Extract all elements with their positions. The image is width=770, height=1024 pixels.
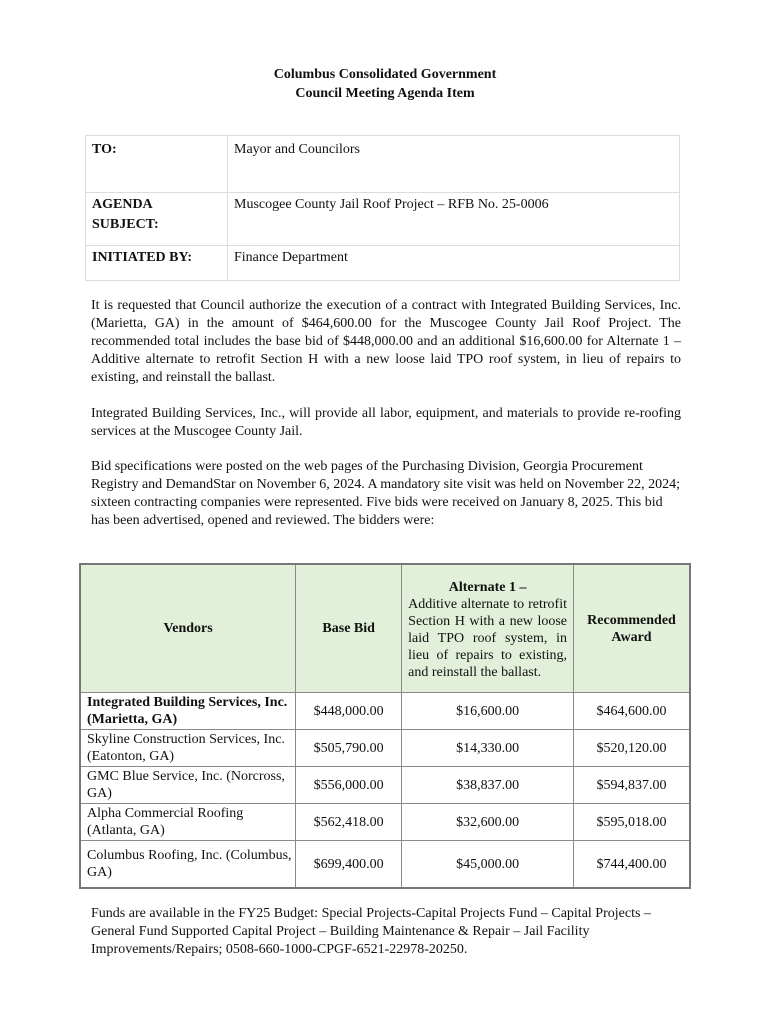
services-paragraph: Integrated Building Services, Inc., will provide all labor, equipment, and materials to provide re-roofing services at the Muscogee County Jail. — [91, 406, 681, 439]
alternate-value: $38,837.00 — [402, 767, 574, 804]
base-bid-value: $505,790.00 — [296, 730, 402, 767]
request-paragraph: It is requested that Council authorize the execution of a contract with Integrated Building Services, Inc. (Marietta, GA) in the amount of $464,600.00 for the Muscogee County Jail Roof Project. The recommended total includes the base bid of $448,000.00 and an additional $16,600.00 for Alternate 1 – Additive alternate to retrofit Section H with a new loose laid TPO roof system, in lieu of repairs to existing, and reinstall the ballast. — [91, 298, 681, 385]
vendor-name: Integrated Building Services, Inc. (Marietta, GA) — [80, 693, 296, 730]
table-row — [80, 730, 690, 767]
base-bid-value: $448,000.00 — [296, 693, 402, 730]
recommended-award-column-header: Recommended Award — [574, 564, 690, 693]
alternate-value: $45,000.00 — [402, 841, 574, 889]
vendor-name: Skyline Construction Services, Inc. (Eatonton, GA) — [80, 730, 296, 767]
award-value: $595,018.00 — [574, 804, 690, 841]
bid-process-paragraph: Bid specifications were posted on the web pages of the Purchasing Division, Georgia Procurement Registry and DemandStar on November 6, 2024. A mandatory site visit was held on November 22, 2024; sixteen contracting companies were represented. Five bids were received on January 8, 2025. This bid has been advertised, opened and reviewed. The bidders were: — [91, 459, 681, 528]
base-bid-value: $556,000.00 — [296, 767, 402, 804]
alternate-column-header — [402, 564, 574, 693]
alternate-value: $16,600.00 — [402, 693, 574, 730]
agenda-subject-value: Muscogee County Jail Roof Project – RFB No. 25-0006 — [228, 193, 680, 246]
base-bid-value: $562,418.00 — [296, 804, 402, 841]
base-bid-column-header: Base Bid — [296, 564, 402, 693]
alternate-value: $32,600.00 — [402, 804, 574, 841]
table-row — [80, 693, 690, 730]
vendor-name: Columbus Roofing, Inc. (Columbus, GA) — [80, 841, 296, 889]
award-value: $744,400.00 — [574, 841, 690, 889]
document-type-title: Council Meeting Agenda Item — [295, 86, 475, 101]
initiated-by-value: Finance Department — [228, 246, 680, 281]
vendor-name: GMC Blue Service, Inc. (Norcross, GA) — [80, 767, 296, 804]
table-row — [80, 841, 690, 889]
agenda-subject-label: AGENDA SUBJECT: — [86, 193, 228, 246]
alternate-title: Alternate 1 – — [448, 579, 527, 595]
to-label: TO: — [86, 136, 228, 193]
alternate-description: Additive alternate to retrofit Section H with a new loose laid TPO roof system, in lieu of repairs to existing, and reinstall the ballast. — [408, 596, 568, 680]
award-value: $464,600.00 — [574, 693, 690, 730]
routing-table — [85, 135, 680, 281]
base-bid-value: $699,400.00 — [296, 841, 402, 889]
to-value: Mayor and Councilors — [228, 136, 680, 193]
table-row — [80, 767, 690, 804]
award-value: $520,120.00 — [574, 730, 690, 767]
bid-results-table — [79, 563, 691, 889]
vendor-name: Alpha Commercial Roofing (Atlanta, GA) — [80, 804, 296, 841]
initiated-by-label: INITIATED BY: — [86, 246, 228, 281]
document-org-title: Columbus Consolidated Government — [273, 67, 497, 82]
award-value: $594,837.00 — [574, 767, 690, 804]
table-row — [80, 804, 690, 841]
alternate-value: $14,330.00 — [402, 730, 574, 767]
funding-paragraph: Funds are available in the FY25 Budget: Special Projects-Capital Projects Fund – Capital Projects – General Fund Supported Capital Project – Building Maintenance & Repair – Jail Facility Improvements/Repairs; 0508-660-1000-CPGF-6521-22978-20250. — [91, 906, 651, 957]
vendors-column-header: Vendors — [80, 564, 296, 693]
